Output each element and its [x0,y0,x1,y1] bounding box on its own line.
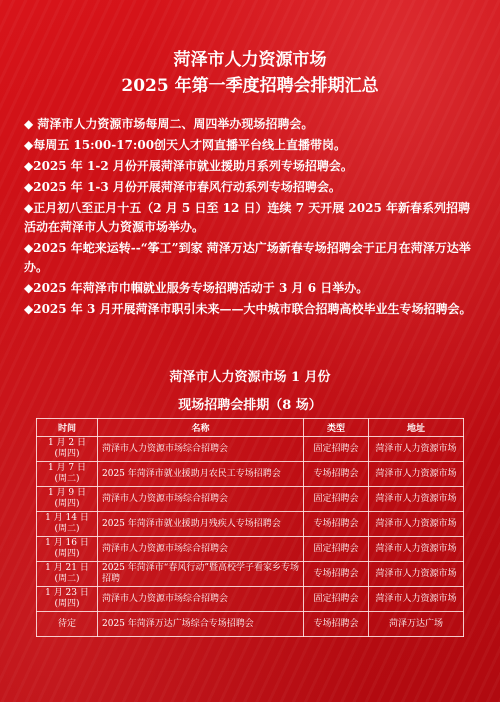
cell-type: 专场招聘会 [304,612,369,637]
table-row [37,437,464,462]
cell-time: 1 月 2 日 (周四) [37,437,98,462]
cell-name: 菏泽市人力资源市场综合招聘会 [98,487,304,512]
notice-item: ◆2025 年 1-3 月份开展菏泽市春风行动系列专场招聘会。 [24,180,341,194]
table-row [37,462,464,487]
cell-address: 菏泽市人力资源市场 [369,537,464,562]
cell-address: 菏泽市人力资源市场 [369,462,464,487]
header-address: 地址 [369,419,464,437]
cell-time: 1 月 7 日 (周二) [37,462,98,487]
header-name: 名称 [98,419,304,437]
cell-time: 1 月 21 日 (周二) [37,562,98,587]
cell-address: 菏泽万达广场 [369,612,464,637]
table-row [37,512,464,537]
cell-address: 菏泽市人力资源市场 [369,437,464,462]
table-row [37,562,464,587]
cell-name: 2025 年菏泽市就业援助月农民工专场招聘会 [98,462,304,487]
cell-name: 菏泽市人力资源市场综合招聘会 [98,437,304,462]
cell-name: 2025 年菏泽市“春风行动”暨高校学子看家乡专场招聘 [98,562,304,587]
notice-item: ◆ 菏泽市人力资源市场每周二、周四举办现场招聘会。 [24,117,314,131]
cell-address: 菏泽市人力资源市场 [369,487,464,512]
cell-type: 固定招聘会 [304,437,369,462]
notice-item: ◆2025 年菏泽市巾帼就业服务专场招聘活动于 3 月 6 日举办。 [24,281,369,295]
notice-item: ◆每周五 15:00-17:00创天人才网直播平台线上直播带岗。 [24,138,347,152]
page-subtitle: 2025 年第一季度招聘会排期汇总 [121,76,379,96]
cell-type: 专场招聘会 [304,512,369,537]
cell-name: 2025 年菏泽市就业援助月残疾人专场招聘会 [98,512,304,537]
cell-name: 菏泽市人力资源市场综合招聘会 [98,537,304,562]
schedule-table [36,418,464,637]
cell-type: 固定招聘会 [304,537,369,562]
notice-item: ◆2025 年蛇来运转--“筝工”到家 菏泽万达广场新春专场招聘会于正月在菏泽万达举办。 [24,241,471,274]
notice-list [24,115,480,321]
schedule-title: 菏泽市人力资源市场 1 月份 [169,370,331,385]
cell-time: 1 月 14 日 (周二) [37,512,98,537]
cell-name: 菏泽市人力资源市场综合招聘会 [98,587,304,612]
cell-address: 菏泽市人力资源市场 [369,587,464,612]
notice-item: ◆2025 年 3 月开展菏泽市职引未来——大中城市联合招聘高校毕业生专场招聘会。 [24,302,472,316]
cell-type: 固定招聘会 [304,587,369,612]
table-row [37,487,464,512]
schedule-subtitle: 现场招聘会排期（8 场） [178,398,322,413]
cell-address: 菏泽市人力资源市场 [369,512,464,537]
cell-address: 菏泽市人力资源市场 [369,562,464,587]
header-time: 时间 [37,419,98,437]
cell-type: 专场招聘会 [304,562,369,587]
cell-time: 1 月 16 日 (周四) [37,537,98,562]
notice-item: ◆2025 年 1-2 月份开展菏泽市就业援助月系列专场招聘会。 [24,159,353,173]
cell-name: 2025 年菏泽万达广场综合专场招聘会 [98,612,304,637]
page-title: 菏泽市人力资源市场 [173,50,327,70]
table-row [37,612,464,637]
cell-type: 固定招聘会 [304,487,369,512]
table-row [37,587,464,612]
cell-type: 专场招聘会 [304,462,369,487]
cell-time: 待定 [37,612,98,637]
notice-item: ◆正月初八至正月十五（2 月 5 日至 12 日）连续 7 天开展 2025 年新春系列招聘活动在菏泽市人力资源市场举办。 [24,201,470,234]
header-type: 类型 [304,419,369,437]
cell-time: 1 月 9 日 (周四) [37,487,98,512]
cell-time: 1 月 23 日 (周四) [37,587,98,612]
table-header-row [37,419,464,437]
table-row [37,537,464,562]
